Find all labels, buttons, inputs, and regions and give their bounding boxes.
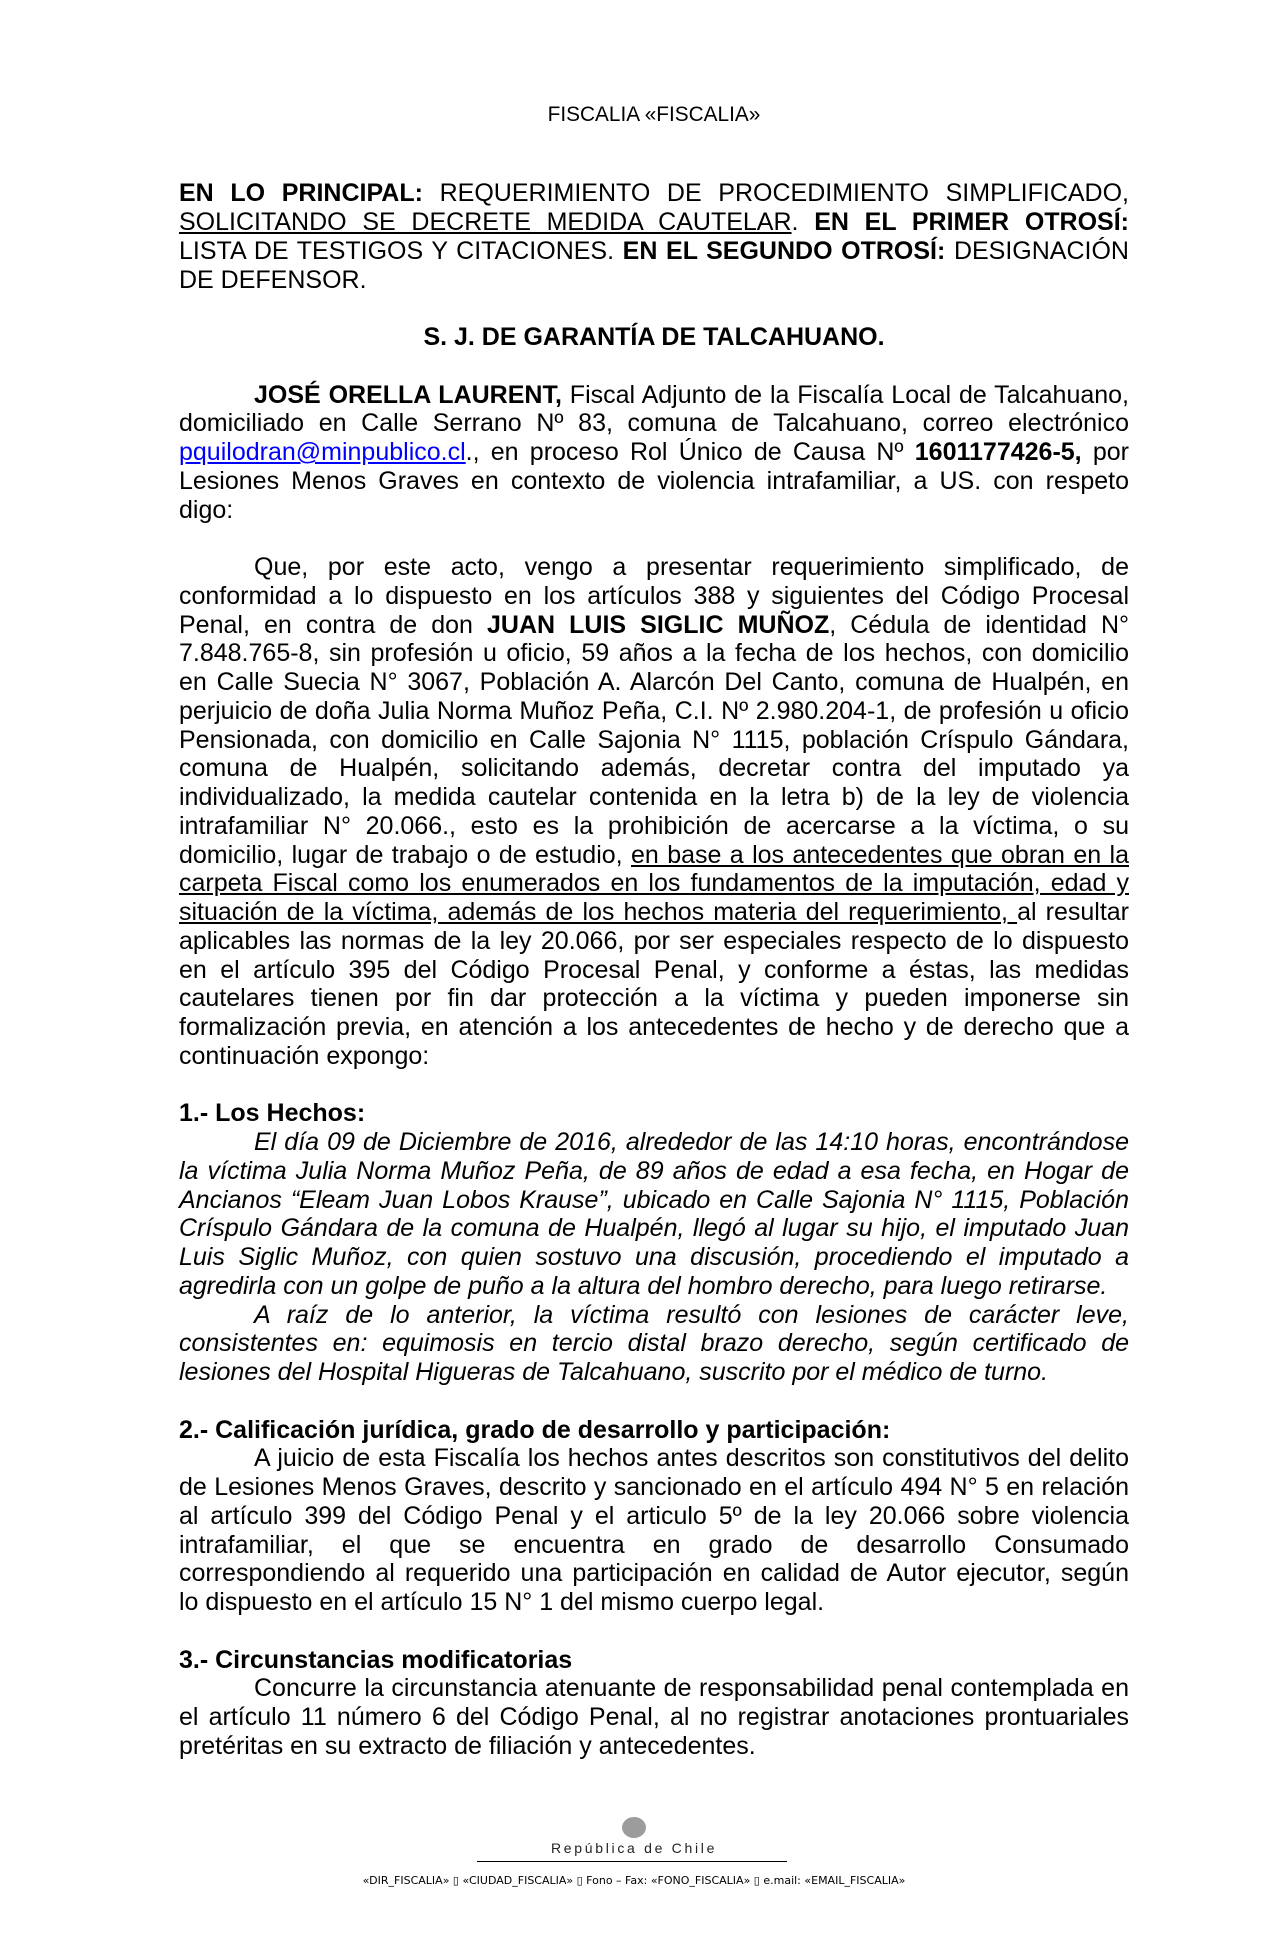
line-text	[254, 1301, 1129, 1329]
text-run: LISTA DE TESTIGOS Y CITACIONES.	[179, 236, 623, 265]
text-line	[179, 869, 1129, 898]
text-line	[179, 1732, 1129, 1761]
text-line	[179, 1329, 1129, 1358]
text-run: Lesiones Menos Graves en contexto de violencia intrafamiliar, a US. con respeto	[179, 466, 1129, 495]
line-text	[254, 1128, 1129, 1156]
line-text	[179, 1588, 824, 1616]
text-run: DESIGNACIÓN	[945, 236, 1129, 265]
text-run: en el artículo 395 del Código Procesal Penal, y conforme a éstas, las medidas	[179, 955, 1129, 984]
text-run: por	[1081, 438, 1129, 467]
line-text	[179, 754, 1129, 782]
text-run: perjuicio de doña Julia Norma Muñoz Peña, C.I. Nº 2.980.204-1, de profesión u oficio	[179, 696, 1129, 725]
line-text	[179, 1358, 1048, 1386]
text-line	[179, 697, 1129, 726]
bold-text: EN EL SEGUNDO OTROSÍ:	[622, 236, 946, 265]
text-run: domiciliado en Calle Serrano Nº 83, comuna de Talcahuano, correo electrónico	[179, 409, 1129, 438]
facts-injuries	[179, 1301, 1129, 1387]
text-line	[179, 754, 1129, 783]
footer-divider	[477, 1861, 787, 1862]
bold-text: EN EL PRIMER OTROSÍ:	[814, 208, 1129, 237]
text-run: 7.848.765-8, sin profesión u oficio, 59 años a la fecha de los hechos, con domicilio	[179, 639, 1129, 668]
text-run: aplicables las normas de la ley 20.066, por ser especiales respecto de lo dispuesto	[179, 926, 1129, 955]
seal-caption: República de Chile	[550, 1840, 718, 1856]
line-text	[179, 726, 1129, 754]
text-line	[179, 898, 1129, 927]
text-run: REQUERIMIENTO DE PROCEDIMIENTO SIMPLIFICADO,	[422, 179, 1129, 208]
text-line	[179, 582, 1129, 611]
text-run: Que, por este acto, vengo a presentar requerimiento simplificado, de	[254, 553, 1129, 582]
text-run: conformidad a lo dispuesto en los artículos 388 y siguientes del Código Procesal	[179, 581, 1129, 610]
text-run: intrafamiliar N° 20.066., esto es la prohibición de acercarse a la víctima, o su	[179, 811, 1129, 840]
presentation-paragraph	[179, 381, 1129, 525]
text-run: lo dispuesto en el artículo 15 N° 1 del mismo cuerpo legal.	[179, 1588, 825, 1617]
text-line	[179, 1502, 1129, 1531]
text-run: continuación expongo:	[179, 1041, 430, 1070]
line-text	[179, 668, 1129, 696]
line-text	[179, 179, 1129, 207]
text-run: formalización previa, en atención a los antecedentes de hecho y de derecho que a	[179, 1013, 1129, 1042]
text-line	[179, 208, 1129, 237]
text-line	[179, 438, 1129, 467]
text-line	[179, 783, 1129, 812]
text-line	[179, 237, 1129, 266]
text-run: Pensionada, con domicilio en Calle Sajonia N° 1115, población Críspulo Gándara,	[179, 725, 1129, 754]
text-run: comuna de Hualpén, solicitando además, decretar contra del imputado ya	[179, 754, 1129, 783]
line-text	[179, 956, 1129, 984]
text-line	[179, 1358, 1129, 1387]
text-run: Fiscal Adjunto de la Fiscalía Local de Talcahuano,	[561, 380, 1130, 409]
text-run: domicilio, lugar de trabajo o de estudio,	[179, 840, 631, 869]
text-run: , Cédula de identidad N°	[829, 610, 1129, 639]
text-line	[179, 1042, 1129, 1071]
line-text	[179, 1559, 1129, 1587]
text-line	[179, 1013, 1129, 1042]
line-text	[179, 1157, 1129, 1185]
text-run: El día 09 de Diciembre de 2016, alrededor de las 14:10 horas, encontrándose	[254, 1128, 1129, 1157]
bold-text: 1601177426-5,	[914, 438, 1082, 467]
legal-heading: 2.- Calificación jurídica, grado de desarrollo y participación:	[179, 1415, 891, 1444]
document-body	[179, 179, 1129, 1760]
line-text	[179, 1243, 1129, 1271]
text-run: Críspulo Gándara de la comuna de Hualpén, llegó al lugar su hijo, el imputado Juan	[179, 1214, 1129, 1243]
text-run: lesiones del Hospital Higueras de Talcahuano, suscrito por el médico de turno.	[179, 1358, 1049, 1387]
circumstances-section	[179, 1646, 1129, 1761]
text-line	[179, 496, 1129, 525]
line-text	[179, 812, 1129, 840]
text-line	[179, 409, 1129, 438]
text-line	[179, 179, 1129, 208]
text-run: la víctima Julia Norma Muñoz Peña, de 89 años de edad a esa fecha, en Hogar de	[179, 1156, 1129, 1185]
text-line	[179, 1272, 1129, 1301]
text-run: A juicio de esta Fiscalía los hechos antes descritos son constitutivos del delito	[254, 1444, 1129, 1473]
republic-seal-icon	[622, 1817, 646, 1838]
footer-contact: «DIR_FISCALIA» ▯ «CIUDAD_FISCALIA» ▯ Fono – Fax: «FONO_FISCALIA» ▯ e.mail: «EMAIL_FISCALIA»	[362, 1874, 906, 1887]
text-line	[179, 1473, 1129, 1502]
text-line	[179, 984, 1129, 1013]
text-line	[179, 1186, 1129, 1215]
underlined-text: SOLICITANDO SE DECRETE MEDIDA CAUTELAR	[179, 208, 792, 237]
bold-text: EN LO PRINCIPAL:	[179, 179, 423, 208]
line-text	[179, 1013, 1129, 1041]
summary-block	[179, 179, 1129, 294]
text-run: A raíz de lo anterior, la víctima resultó con lesiones de carácter leve,	[254, 1300, 1129, 1329]
line-text	[179, 984, 1129, 1012]
line-text	[179, 611, 1129, 639]
facts-section	[179, 1099, 1129, 1387]
line-text	[254, 1674, 1129, 1702]
text-run: individualizado, la medida cautelar contenida en la letra b) de la ley de violencia	[179, 783, 1129, 812]
line-text	[179, 1042, 429, 1070]
line-text	[254, 1444, 1129, 1472]
text-line	[179, 668, 1129, 697]
underlined-text: carpeta Fiscal como los enumerados en los fundamentos de la imputación, edad y	[179, 869, 1129, 898]
line-text	[179, 927, 1129, 955]
text-run: en Calle Suecia N° 3067, Población A. Alarcón Del Canto, comuna de Hualpén, en	[179, 668, 1129, 697]
text-run: el artículo 11 número 6 del Código Penal, al no registrar anotaciones prontuariales	[179, 1703, 1129, 1732]
line-text	[179, 1473, 1129, 1501]
underlined-text: en base a los antecedentes que obran en la	[631, 840, 1129, 869]
line-text	[179, 582, 1129, 610]
text-line	[179, 266, 1129, 295]
text-run: pretéritas en su extracto de filiación y antecedentes.	[179, 1731, 756, 1760]
line-text	[179, 467, 1129, 495]
line-text	[179, 1732, 756, 1760]
underlined-text: situación de la víctima, además de los hechos materia del requerimiento,	[179, 898, 1018, 927]
line-text	[179, 496, 233, 524]
text-line	[179, 812, 1129, 841]
text-line	[179, 1703, 1129, 1732]
text-line	[179, 1301, 1129, 1330]
text-line	[179, 639, 1129, 668]
text-run: .	[791, 208, 815, 237]
line-text	[179, 1703, 1129, 1731]
text-line	[179, 1214, 1129, 1243]
text-line	[179, 726, 1129, 755]
text-run: Ancianos “Eleam Juan Lobos Krause”, ubicado en Calle Sajonia N° 1115, Población	[179, 1185, 1129, 1214]
line-text	[179, 438, 1129, 466]
text-run: correspondiendo al requerido una participación en calidad de Autor ejecutor, según	[179, 1559, 1129, 1588]
text-run: al artículo 399 del Código Penal y el articulo 5º de la ley 20.066 sobre violencia	[179, 1501, 1129, 1530]
line-text	[179, 208, 1129, 236]
text-line	[179, 1444, 1129, 1473]
text-run: al resultar	[1017, 898, 1130, 927]
text-run: consistentes en: equimosis en tercio distal brazo derecho, según certificado de	[179, 1329, 1129, 1358]
text-line	[179, 1128, 1129, 1157]
line-text	[179, 1214, 1129, 1242]
line-text	[179, 841, 1129, 869]
line-text	[179, 1186, 1129, 1214]
text-line	[179, 467, 1129, 496]
circumstances-paragraph	[179, 1674, 1129, 1760]
bold-text: JUAN LUIS SIGLIC MUÑOZ	[487, 610, 830, 639]
text-line	[179, 1674, 1129, 1703]
circumstances-heading: 3.- Circunstancias modificatorias	[179, 1645, 573, 1674]
text-line	[179, 611, 1129, 640]
legal-section	[179, 1416, 1129, 1617]
line-text	[179, 266, 367, 294]
line-text	[179, 237, 1129, 265]
line-text	[179, 1531, 1129, 1559]
text-run: digo:	[179, 495, 234, 524]
line-text	[179, 898, 1129, 926]
text-line	[179, 927, 1129, 956]
text-run: agredirla con un golpe de puño a la altura del hombro derecho, para luego retirarse.	[179, 1271, 1108, 1300]
text-line	[179, 1157, 1129, 1186]
text-line	[179, 1531, 1129, 1560]
text-run: de Lesiones Menos Graves, descrito y sancionado en el artículo 494 N° 5 en relación	[179, 1473, 1129, 1502]
email-link[interactable]: pquilodran@minpublico.cl	[179, 438, 466, 467]
line-text	[179, 1272, 1107, 1300]
line-text	[179, 639, 1129, 667]
text-line	[179, 553, 1129, 582]
bold-text: JOSÉ ORELLA LAURENT,	[254, 380, 562, 409]
text-run: Penal, en contra de don	[179, 610, 488, 639]
text-line	[179, 1243, 1129, 1272]
line-text	[179, 1502, 1129, 1530]
text-line	[179, 381, 1129, 410]
text-run: DE DEFENSOR.	[179, 265, 367, 294]
line-text	[179, 1329, 1129, 1357]
legal-paragraph	[179, 1444, 1129, 1617]
text-run: cautelares tienen por fin dar protección a la víctima y pueden imponerse sin	[179, 984, 1129, 1013]
line-text	[179, 697, 1129, 725]
facts-heading: 1.- Los Hechos:	[179, 1099, 366, 1128]
text-run: intrafamiliar, el que se encuentra en grado de desarrollo Consumado	[179, 1530, 1129, 1559]
line-text	[179, 409, 1129, 437]
court-block	[179, 323, 1129, 352]
text-line	[179, 1559, 1129, 1588]
text-run: ., en proceso Rol Único de Causa Nº	[465, 438, 915, 467]
request-paragraph	[179, 553, 1129, 1071]
line-text	[179, 869, 1129, 897]
text-run: Luis Siglic Muñoz, con quien sostuvo una discusión, procediendo el imputado a	[179, 1243, 1129, 1272]
line-text	[254, 553, 1129, 581]
line-text	[179, 783, 1129, 811]
court-title: S. J. DE GARANTÍA DE TALCAHUANO.	[423, 323, 885, 352]
text-line	[179, 1588, 1129, 1617]
document-header: FISCALIA «FISCALIA»	[547, 103, 761, 126]
text-run: Concurre la circunstancia atenuante de responsabilidad penal contemplada en	[254, 1674, 1129, 1703]
facts-narrative	[179, 1128, 1129, 1301]
text-line	[179, 841, 1129, 870]
line-text	[254, 381, 1129, 409]
text-line	[179, 956, 1129, 985]
